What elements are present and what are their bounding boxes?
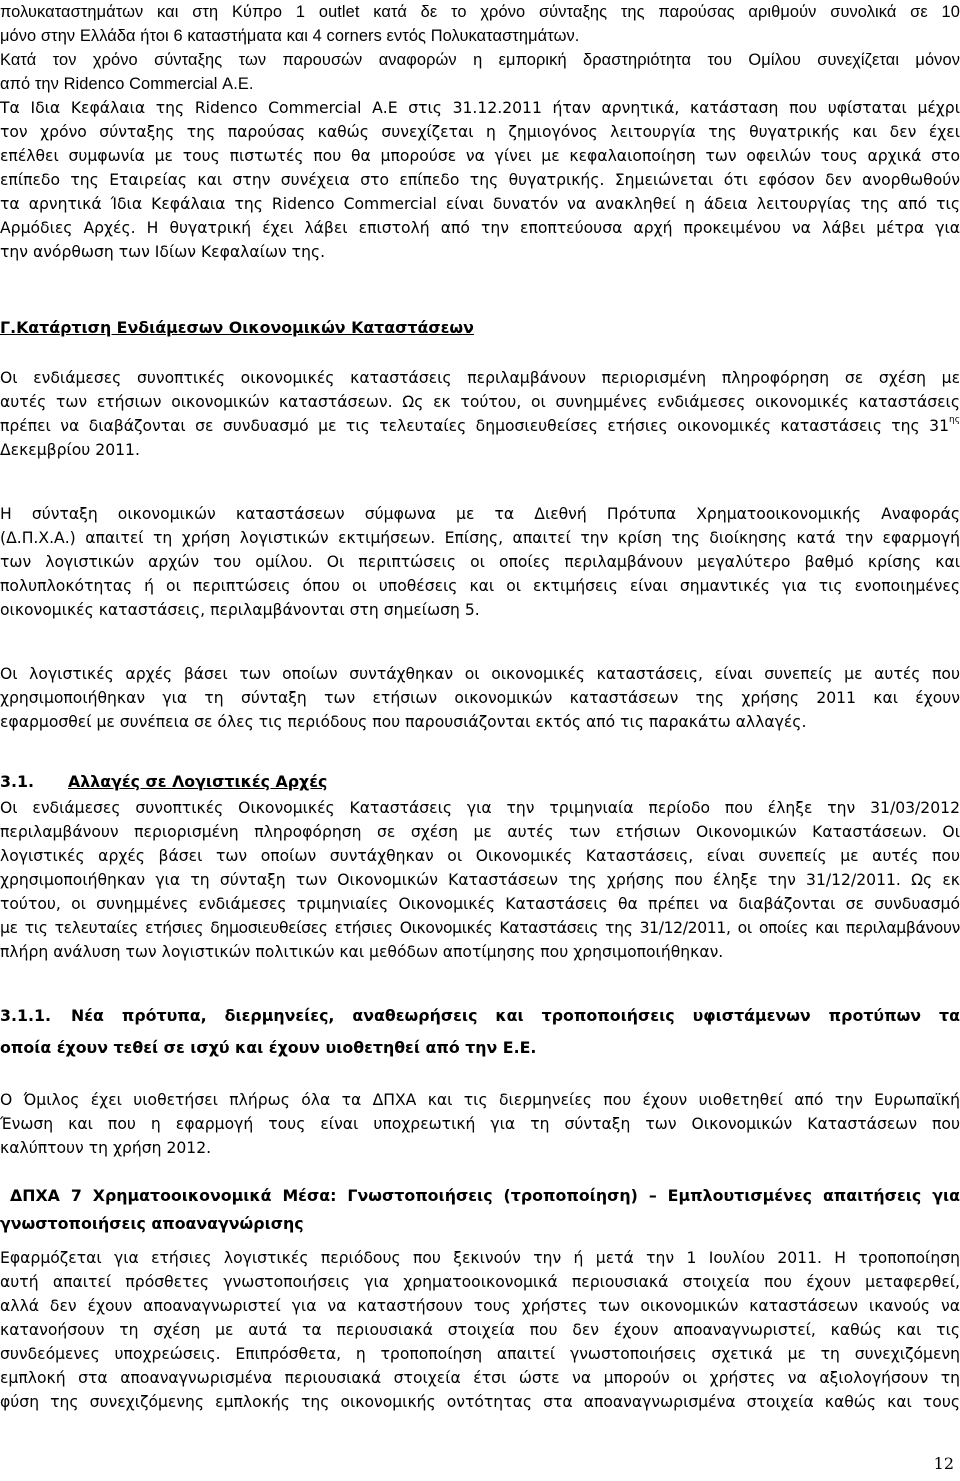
text-line: των λογιστικών αρχών του ομίλου. Οι περιπτώσεις οι οποίες περιλαμβάνουν μεγαλύτερο βαθμό κρίσης και bbox=[0, 553, 960, 571]
text-line: Δεκεμβρίου 2011. bbox=[0, 441, 140, 459]
section-heading-ifrs7 bbox=[0, 1184, 960, 1236]
text-line: επέλθει συμφωνία με τους πιστωτές που θα μπορούσε να γίνει με κεφαλαιοποίηση των οφειλών τους αρχικά στο bbox=[0, 147, 960, 165]
text-line: Οι ενδιάμεσες συνοπτικές Οικονομικές Καταστάσεις για την τριμηνιαία περίοδο που έληξε την 31/03/2012 bbox=[0, 799, 960, 817]
section-heading-3-1-1 bbox=[0, 1004, 960, 1060]
section-title: Γ.Κατάρτιση Ενδιάμεσων Οικονομικών Καταστάσεων bbox=[0, 318, 474, 337]
text-line: Ο Όμιλος έχει υιοθετήσει πλήρως όλα τα ΔΠΧΑ και τις διερμηνείες που έχουν υιοθετηθεί από την Ευρωπαϊκή bbox=[0, 1091, 960, 1109]
section-title bbox=[0, 770, 960, 794]
text-line: πολυκαταστημάτων και στη Κύπρο 1 outlet κατά δε το χρόνο σύνταξης της παρούσας αριθμούν συνολικά σε 10 bbox=[0, 3, 960, 21]
text-line: αλλά δεν έχουν αποαναγνωριστεί για να καταστήσουν τους χρήστες των οικονομικών καταστάσεων ικανούς να bbox=[0, 1297, 960, 1315]
text-line: Τα Ιδια Κεφάλαια της Ridenco Commercial Α.Ε στις 31.12.2011 ήταν αρνητικά, κατάσταση που υφίσταται μέχρι bbox=[0, 99, 960, 117]
text-line: τα αρνητικά Ίδια Κεφάλαια της Ridenco Commercial είναι δυνατόν να ανακληθεί η άδεια λειτουργίας της από τις bbox=[0, 195, 960, 213]
paragraph-equity bbox=[0, 96, 960, 264]
text-line: από την Ridenco Commercial Α.Ε. bbox=[0, 75, 254, 93]
paragraph-3-1-1 bbox=[0, 1088, 960, 1160]
section-title-text: Αλλαγές σε Λογιστικές Αρχές bbox=[68, 772, 328, 791]
paragraph-ifrs bbox=[0, 502, 960, 622]
text-line: συνδεόμενες υποχρεώσεις. Επιπρόσθετα, η τροποποίηση απαιτεί γνωστοποιήσεις σχετικά με τη συνεχιζόμενη bbox=[0, 1345, 960, 1363]
text-line: εμπλοκή στα αποαναγνωρισμένα περιουσιακά στοιχεία έτσι ώστε να μπορούν οι χρήστες να αξιολογήσουν τη bbox=[0, 1369, 960, 1387]
paragraph-policies bbox=[0, 662, 960, 734]
text-line: οικονομικές καταστάσεις, περιλαμβάνονται στη σημείωση 5. bbox=[0, 601, 480, 619]
section-title-text: Νέα πρότυπα, διερμηνείες, αναθεωρήσεις και τροποποιήσεις υφιστάμενων προτύπων τα bbox=[70, 1006, 960, 1025]
text-line: κατανοήσουν τη σχέση με αυτά τα περιουσιακά στοιχεία που δεν έχουν αποαναγνωριστεί, καθώς και τις bbox=[0, 1321, 960, 1339]
section-title bbox=[0, 1004, 960, 1028]
text-line: Αρμόδιες Αρχές. Η θυγατρική έχει λάβει επιστολή από την εποπτεύουσα αρχή προκειμένου να λάβει μέτρα για bbox=[0, 219, 960, 237]
text-line: Η σύνταξη οικονομικών καταστάσεων σύμφωνα με τα Διεθνή Πρότυπα Χρηματοοικονομικής Αναφοράς bbox=[0, 505, 960, 523]
text-line: πλήρη ανάλυση των λογιστικών πολιτικών και μεθόδων αποτίμησης που χρησιμοποιήθηκαν. bbox=[0, 943, 724, 961]
paragraph-3-1 bbox=[0, 796, 960, 964]
text-line: φύση της συνεχιζόμενης εμπλοκής της οικονομικής οντότητας στα αποαναγνωρισμένα στοιχεία καθώς και τους bbox=[0, 1393, 960, 1411]
text-line: Κατά τον χρόνο σύνταξης των παρουσών αναφορών η εμπορική δραστηριότητα του Ομίλου συνεχίζεται μόνον bbox=[0, 51, 960, 69]
section-heading-g bbox=[0, 316, 960, 340]
text-line: την ανόρθωση των Ιδίων Κεφαλαίων της. bbox=[0, 243, 326, 261]
text-line: χρησιμοποιήθηκαν για τη σύνταξη των Οικονομικών Καταστάσεων της χρήσης που έληξε την 31/12/2011. Ως εκ bbox=[0, 871, 960, 889]
paragraph-interim bbox=[0, 366, 960, 462]
text-line: Εφαρμόζεται για ετήσιες λογιστικές περιόδους που ξεκινούν την ή μετά την 1 Ιουλίου 2011. Η τροποποίηση bbox=[0, 1249, 960, 1267]
text-line: πρέπει να διαβάζονται σε συνδυασμό με τις τελευταίες δημοσιευθείσες ετήσιες οικονομικές καταστάσεις της $31^{\eta\varsigma}$ bbox=[0, 415, 960, 435]
text-line: αυτές των ετήσιων οικονομικών καταστάσεων. Ως εκ τούτου, οι συνημμένες ενδιάμεσες οικονομικές καταστάσεις bbox=[0, 393, 960, 411]
section-title: οποία έχουν τεθεί σε ισχύ και έχουν υιοθετηθεί από την Ε.Ε. bbox=[0, 1038, 537, 1057]
text-line: αυτή απαιτεί πρόσθετες γνωστοποιήσεις για χρηματοοικονομικά περιουσιακά στοιχεία που έχουν μεταφερθεί, bbox=[0, 1273, 960, 1291]
text-line: τούτου, οι συνημμένες ενδιάμεσες τριμηνιαίες Οικονομικές Καταστάσεις θα πρέπει να διαβάζονται σε συνδυασμό bbox=[0, 895, 960, 913]
text-line: πολυπλοκότητας ή οι περιπτώσεις όπου οι υποθέσεις και οι εκτιμήσεις είναι σημαντικές για τις ενοποιημένες bbox=[0, 577, 960, 595]
section-number: 3.1.1. bbox=[0, 1006, 51, 1025]
text-line: περιλαμβάνουν περιορισμένη πληροφόρηση σε σχέση με αυτές των ετήσιων Οικονομικών Καταστάσεων. Οι bbox=[0, 823, 960, 841]
superscript: ης bbox=[949, 415, 960, 425]
text-line: με τις τελευταίες ετήσιες δημοσιευθείσες ετήσιες Οικονομικές Καταστάσεις της 31/12/2011, οι οποίες και περιλαμβάνουν bbox=[0, 919, 960, 937]
text-line: Οι ενδιάμεσες συνοπτικές οικονομικές καταστάσεις περιλαμβάνουν περιορισμένη πληροφόρηση σε σχέση με bbox=[0, 369, 960, 387]
section-title: γνωστοποιήσεις αποαναγνώρισης bbox=[0, 1214, 304, 1233]
text-line: (Δ.Π.Χ.Α.) απαιτεί τη χρήση λογιστικών εκτιμήσεων. Επίσης, απαιτεί την κρίση της διοίκησης κατά την εφαρμογή bbox=[0, 529, 960, 547]
text-line: χρησιμοποιήθηκαν για τη σύνταξη των ετήσιων οικονομικών καταστάσεων της χρήσης 2011 και έχουν bbox=[0, 689, 960, 707]
text-line: λογιστικές αρχές βάσει των οποίων συντάχθηκαν οι Οικονομικές Καταστάσεις, είναι συνεπείς με αυτές που bbox=[0, 847, 960, 865]
section-heading-3-1 bbox=[0, 770, 960, 794]
paragraph-ifrs7 bbox=[0, 1246, 960, 1414]
text-line: καλύπτουν τη χρήση 2012. bbox=[0, 1139, 212, 1157]
section-number: 3.1. bbox=[0, 772, 34, 791]
section-title: ΔΠΧΑ 7 Χρηματοοικονομικά Μέσα: Γνωστοποιήσεις (τροποποίηση) – Εμπλουτισμένες απαιτήσεις για bbox=[10, 1186, 960, 1205]
paragraph-intro bbox=[0, 0, 960, 96]
text-line: Ένωση και που η εφαρμογή τους είναι υποχρεωτική για τη σύνταξη των Οικονομικών Καταστάσεων που bbox=[0, 1115, 960, 1133]
page-number: 12 bbox=[933, 1454, 954, 1473]
text-line: επίπεδο της Εταιρείας και στην συνέχεια στο επίπεδο της θυγατρικής. Σημειώνεται ότι εφόσον δεν ανορθωθούν bbox=[0, 171, 960, 189]
text-line: εφαρμοσθεί με συνέπεια σε όλες τις περιόδους που παρουσιάζονται εκτός από τις παρακάτω αλλαγές. bbox=[0, 713, 807, 731]
text-line: τον χρόνο σύνταξης της παρούσας καθώς συνεχίζεται η ζημιογόνος λειτουργία της θυγατρικής και δεν έχει bbox=[0, 123, 960, 141]
text-line: μόνο στην Ελλάδα ήτοι 6 καταστήματα και 4 corners εντός Πολυκαταστημάτων. bbox=[0, 27, 580, 45]
text-line: Οι λογιστικές αρχές βάσει των οποίων συντάχθηκαν οι οικονομικές καταστάσεις, είναι συνεπείς με αυτές που bbox=[0, 665, 960, 683]
